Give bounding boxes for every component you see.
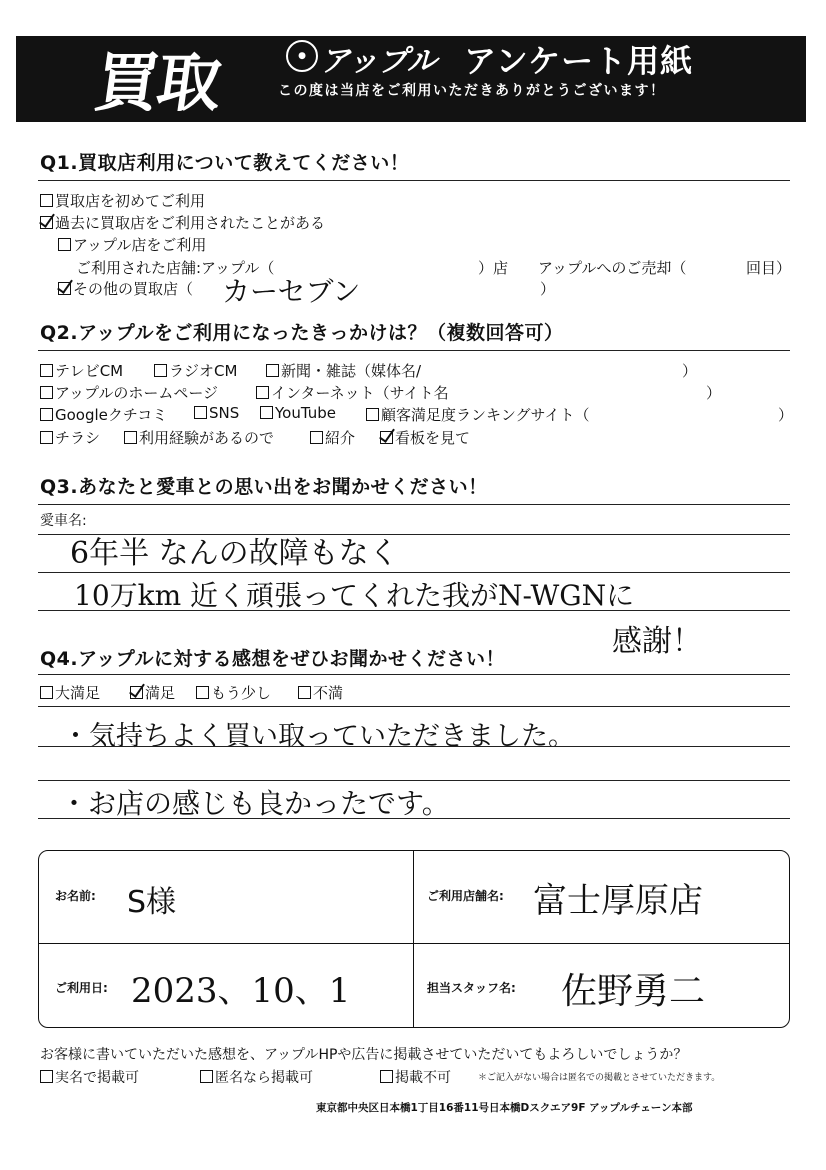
survey-title: アンケート用紙 [464,42,694,80]
date-value: 2023、10、1 [131,971,351,1011]
q1-option-first-time[interactable]: 買取店を初めてご利用 [40,190,205,211]
panel-divider-horizontal [39,943,789,944]
q4-heading: Q4.アップルに対する感想をぜひお聞かせください！ [40,648,506,670]
main-title: 買取 [89,47,225,121]
q2-row1-close: ） [682,362,698,380]
q3-handwritten-line-2: 10万km 近く頑張ってくれた我がN-WGNに [74,579,635,612]
staff-label: 担当スタッフ名: [427,981,516,995]
header-subtitle: この度は当店をご利用いただきありがとうございます！ [278,83,666,99]
q1-other-suffix: ） [540,280,556,298]
q4-line-4 [38,818,790,819]
header-banner [16,36,806,122]
q2-option-experience[interactable]: 利用経験があるので [124,427,274,448]
q2-option-youtube[interactable]: YouTube [260,404,336,422]
q4-rule [38,674,790,675]
checkbox[interactable] [40,431,53,444]
q2-option-referral[interactable]: 紹介 [310,427,355,448]
q4-option-satisfied[interactable]: 満足 [130,682,175,703]
checkbox[interactable] [40,408,53,421]
q4-line-1 [38,706,790,707]
apple-logo-icon: ● [286,40,318,72]
q2-option-tv[interactable]: テレビCM [40,360,123,381]
q2-option-internet[interactable]: インターネット（サイト名 [256,382,449,403]
q2-option-signboard[interactable]: 看板を見て [380,427,470,448]
q1-heading: Q1.買取店利用について教えてください！ [40,152,410,174]
checkbox[interactable] [154,364,167,377]
panel-divider-vertical [413,851,414,1027]
q3-rule [38,504,790,505]
q4-handwritten-line-2: ・お店の感じも良かったです。 [60,787,450,820]
checkbox[interactable] [310,431,323,444]
checkbox[interactable] [196,686,209,699]
q3-line-2 [38,572,790,573]
q1-option-apple-store[interactable]: アップル店をご利用 [58,234,206,255]
checkbox[interactable] [194,406,207,419]
company-address: 東京都中央区日本橋1丁目16番11号日本橋Dスクエア9F アップルチェーン本部 [316,1102,693,1114]
checkbox[interactable] [200,1070,213,1083]
name-value: S様 [127,885,177,920]
q4-line-3 [38,780,790,781]
checkbox[interactable] [266,364,279,377]
brand-name: アップル [320,44,437,79]
name-label: お名前: [55,889,96,903]
q2-heading: Q2.アップルをご利用になったきっかけは？（複数回答可） [40,322,564,344]
checkbox[interactable] [40,364,53,377]
publish-option-anonymous[interactable]: 匿名なら掲載可 [200,1067,313,1087]
checkbox-checked[interactable] [380,431,393,444]
staff-value: 佐野勇二 [561,971,706,1012]
q1-store-suffix: ）店 [478,259,509,277]
q1-rule [38,180,790,181]
checkbox[interactable] [58,238,71,251]
store-label: ご利用店舗名: [427,889,504,903]
q2-row3-close: ） [778,406,794,424]
publish-note: ＊ご記入がない場合は匿名での掲載とさせていただきます。 [478,1073,721,1083]
checkbox[interactable] [366,408,379,421]
store-value: 富士厚原店 [533,881,703,921]
q3-line-3 [38,610,790,611]
checkbox-checked[interactable] [130,686,143,699]
publish-option-real-name[interactable]: 実名で掲載可 [40,1067,139,1087]
checkbox[interactable] [380,1070,393,1083]
q1-sell-count-suffix: 回目） [746,259,792,277]
q4-handwritten-line-1: ・気持ちよく買い取っていただきました。 [62,721,575,752]
q4-option-very-satisfied[interactable]: 大満足 [40,682,100,703]
checkbox[interactable] [40,386,53,399]
q1-option-used-before[interactable]: 過去に買取店をご利用されたことがある [40,212,325,233]
q1-sell-count-label: アップルへのご売却（ [538,259,687,277]
q2-option-radio[interactable]: ラジオCM [154,360,237,381]
q2-option-ranking[interactable]: 顧客満足度ランキングサイト（ [366,404,590,425]
q1-other-handwritten: カーセブン [222,275,361,308]
publish-option-no[interactable]: 掲載不可 [380,1067,451,1087]
checkbox[interactable] [260,406,273,419]
checkbox-checked[interactable] [58,282,71,295]
publish-question: お客様に書いていただいた感想を、アップルHPや広告に掲載させていただいてもよろしいでしょうか？ [40,1047,688,1063]
checkbox[interactable] [256,386,269,399]
checkbox[interactable] [40,1070,53,1083]
q4-line-2 [38,746,790,747]
q3-car-label: 愛車名: [40,513,87,529]
checkbox[interactable] [298,686,311,699]
q3-heading: Q3.あなたと愛車との思い出をお聞かせください！ [40,476,488,498]
q1-store-line: ご利用された店舗:アップル（ [76,259,275,277]
q2-option-flyer[interactable]: チラシ [40,427,100,448]
checkbox-checked[interactable] [40,216,53,229]
q4-option-so-so[interactable]: もう少し [196,682,271,703]
date-label: ご利用日: [55,981,108,995]
q2-option-homepage[interactable]: アップルのホームページ [40,382,218,403]
q3-handwritten-line-3: 感謝！ [612,624,702,659]
checkbox[interactable] [40,686,53,699]
q2-option-sns[interactable]: SNS [194,404,239,422]
checkbox[interactable] [124,431,137,444]
q2-row2-close: ） [706,384,722,402]
customer-info-panel [38,850,790,1028]
q4-option-dissatisfied[interactable]: 不満 [298,682,343,703]
checkbox[interactable] [40,194,53,207]
q2-option-google[interactable]: Googleクチコミ [40,404,167,425]
q3-handwritten-line-1: 6年半 なんの故障もなく [70,536,399,571]
q2-rule [38,350,790,351]
q1-option-other[interactable]: その他の買取店（ [58,278,193,299]
q2-option-newspaper[interactable]: 新聞・雑誌（媒体名/ [266,360,421,381]
